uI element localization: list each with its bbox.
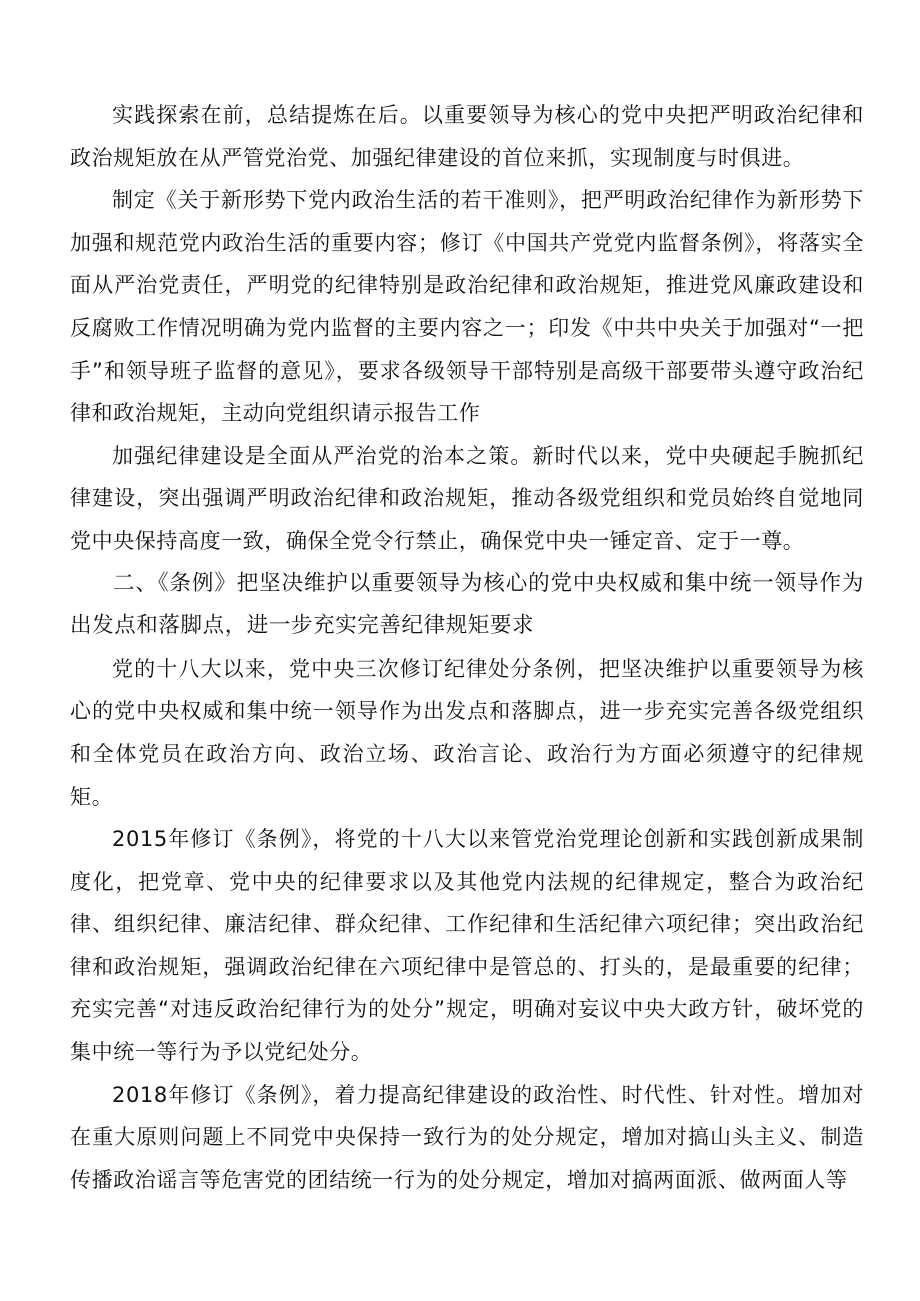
paragraph-practice-summary: 实践探索在前，总结提炼在后。以重要领导为核心的党中央把严明政治纪律和政治规矩放在从严管党治党、加强纪律建设的首位来抓，实现制度与时俱进。 bbox=[70, 103, 864, 170]
paragraph-regulations-formulated: 制定《关于新形势下党内政治生活的若干准则》，把严明政治纪律作为新形势下加强和规范党内政治生活的重要内容；修订《中国共产党党内监督条例》，将落实全面从严治党责任，严明党的纪律特别是政治纪律和政治规矩，推进党风廉政建设和反腐败工作情况明确为党内监督的主要内容之一；印发《中共中央关于加强对“一把手”和领导班子监督的意见》，要求各级领导干部特别是高级干部要带头遵守政治纪律和政治规矩，主动向党组织请示报告工作 bbox=[70, 188, 864, 426]
section-heading-two: 二、《条例》把坚决维护以重要领导为核心的党中央权威和集中统一领导作为出发点和落脚点，进一步充实完善纪律规矩要求 bbox=[70, 570, 864, 639]
paragraph-2018-revision: 2018年修订《条例》，着力提高纪律建设的政治性、时代性、针对性。增加对在重大原则问题上不同党中央保持一致行为的处分规定，增加对搞山头主义、制造传播政治谣言等危害党的团结统一行为的处分规定，增加对搞两面派、做两面人等 bbox=[70, 1082, 864, 1192]
paragraph-2015-revision: 2015年修订《条例》，将党的十八大以来管党治党理论创新和实践创新成果制度化，把党章、党中央的纪律要求以及其他党内法规的纪律规定，整合为政治纪律、组织纪律、廉洁纪律、群众纪律、工作纪律和生活纪律六项纪律；突出政治纪律和政治规矩，强调政治纪律在六项纪律中是管总的、打头的，是最重要的纪律；充实完善“对违反政治纪律行为的处分”规定，明确对妄议中央大政方针，破坏党的集中统一等行为予以党纪处分。 bbox=[70, 827, 864, 1065]
paragraph-discipline-construction: 加强纪律建设是全面从严治党的治本之策。新时代以来，党中央硬起手腕抓纪律建设，突出强调严明政治纪律和政治规矩，推动各级党组织和党员始终自觉地同党中央保持高度一致，确保全党令行禁止，确保党中央一锤定音、定于一尊。 bbox=[70, 443, 864, 553]
paragraph-three-revisions: 党的十八大以来，党中央三次修订纪律处分条例，把坚决维护以重要领导为核心的党中央权威和集中统一领导作为出发点和落脚点，进一步充实完善各级党组织和全体党员在政治方向、政治立场、政治言论、政治行为方面必须遵守的纪律规矩。 bbox=[70, 656, 864, 809]
